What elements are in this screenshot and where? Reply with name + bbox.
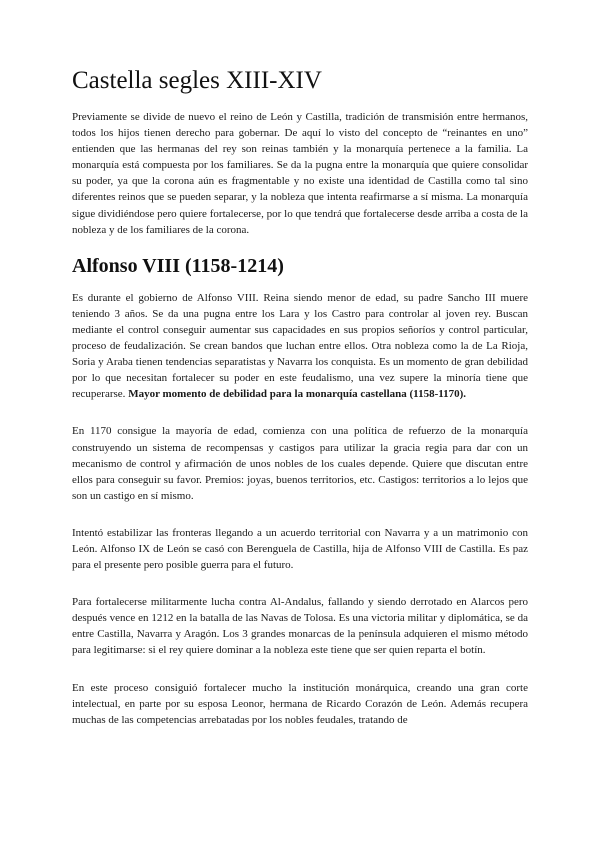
paragraph-5: En este proceso consiguió fortalecer mucho la institución monárquica, creando una gran corte intelectual, en parte por su esposa Leonor, hermana de Ricardo Corazón de León. Además recupera muchas de las competencias arrebatadas por los nobles feudales, tratando de [72, 681, 528, 726]
paragraph-1-bold-text: Mayor momento de debilidad para la monarquía castellana (1158-1170). [128, 388, 467, 401]
section-heading: Alfonso VIII (1158-1214) [72, 254, 284, 277]
document-title: Castella segles XIII-XIV [72, 67, 322, 94]
paragraph-3: Intentó estabilizar las fronteras llegando a un acuerdo territorial con Navarra y a un matrimonio con León. Alfonso IX de León se casó con Berenguela de Castilla, hija de Alfonso VIII de Castilla. Es paz para el presente pero posible guerra para el futuro. [72, 526, 528, 572]
paragraph-2: En 1170 consigue la mayoría de edad, comienza con una política de refuerzo de la monarquía construyendo un sistema de recompensas y castigos para utilizar la gracia regia para dar con un mecanismo de control y afirmación de unos nobles de los cuales depende. Quiere que discutan entre ellos para conseguir su favor. Premios: joyas, buenos territorios, etc. Castigos: territorios a lo lejos que son un castigo en sí mismo. [72, 425, 528, 502]
paragraph-1 [72, 290, 528, 403]
paragraph-1-text: Es durante el gobierno de Alfonso VIII. Reina siendo menor de edad, su padre Sancho III muere teniendo 3 años. Se da una pugna entre los Lara y los Castro para controlar al joven rey. Buscan mediante el control conseguir aumentar sus capacidades en sus propios señoríos y control particular, proceso de feudalización. Se crean bandos que luchan entre ellos. Otra nobleza como la de La Rioja, Soria y Araba tienen tendencias separatistas y Navarra los conquista. Es un momento de gran debilidad por lo que necesitan fortalecer su poder en este feudalismo, una vez supere la minoría tiene que recuperarse. [72, 291, 528, 401]
intro-paragraph: Previamente se divide de nuevo el reino de León y Castilla, tradición de transmisión entre hermanos, todos los hijos tienen derecho para gobernar. De aquí lo visto del concepto de “reinantes en uno” entienden que las hermanas del rey son reinas también y la monarquía pertenece a la familia. La monarquía está compuesta por los familiares. Se da la pugna entre la monarquía que quiere consolidar su poder, ya que la corona aún es fragmentable y no existe una identidad de Castilla como tal sino diferentes reinos que se pueden separar, y la nobleza que intenta reafirmarse a sí misma. La monarquía sigue dividiéndose pero quiere fortalecerse, por lo que tendrá que fortalecerse desde arriba a costa de la nobleza y de los familiares de la corona. [72, 111, 528, 236]
paragraph-4: Para fortalecerse militarmente lucha contra Al-Andalus, fallando y siendo derrotado en Alarcos pero después vence en 1212 en la batalla de las Navas de Tolosa. Es una victoria militar y diplomática, se da entre Castilla, Navarra y Aragón. Los 3 grandes monarcas de la península adquieren el mismo método para legitimarse: si el rey quiere dominar a la nobleza este tiene que ser quien reparta el botín. [72, 596, 528, 657]
